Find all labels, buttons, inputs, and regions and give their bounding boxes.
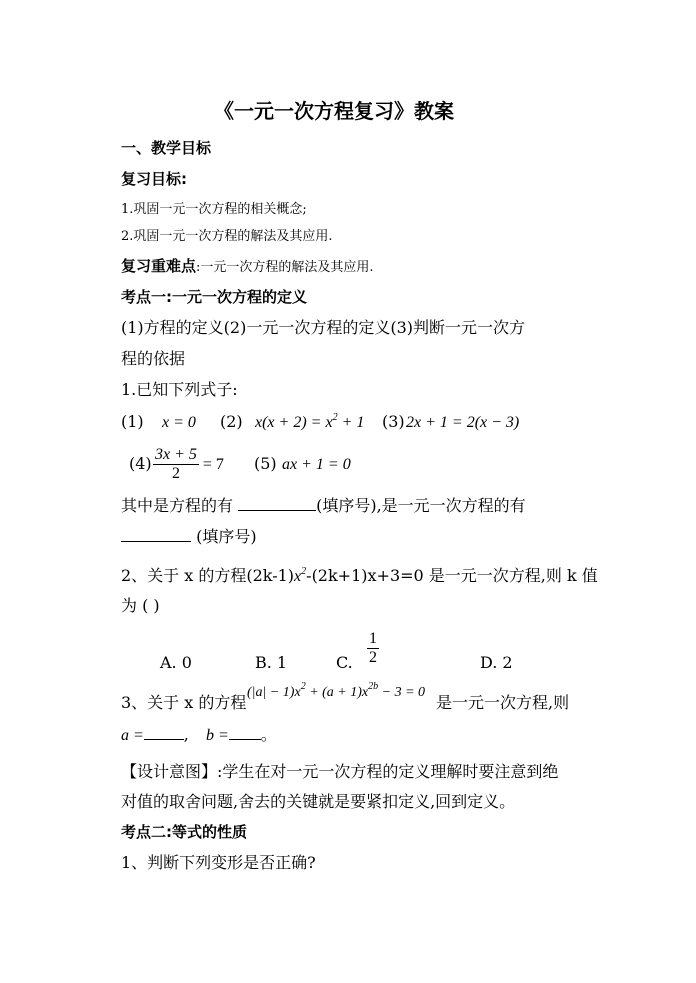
q1-expr1-label: (1) (121, 412, 144, 431)
q2-option-d[interactable]: D. 2 (480, 653, 513, 672)
q2-option-a[interactable]: A. 0 (160, 653, 192, 672)
q1-ask-fill-text-2: (填序号) (196, 527, 257, 546)
q3-b-blank[interactable] (229, 738, 261, 740)
keypoint-line (121, 258, 374, 274)
q3-eq-part-c: − 3 = 0 (378, 685, 426, 700)
q1-ask-line2 (121, 529, 257, 545)
goal-item-1: 1.巩固一元一次方程的相关概念; (121, 202, 307, 217)
q3-equation (247, 681, 426, 700)
q2-x: x (294, 568, 302, 585)
q2-exponent: 2 (301, 565, 307, 577)
question3-answers (121, 727, 277, 744)
design-intent-line2: 对值的取舍问题,舍去的关键就是要紧扣定义,回到定义。 (121, 792, 516, 811)
q1-expr1: x = 0 (162, 414, 196, 431)
q1-expr2-label: (2) (220, 412, 243, 431)
q1-expr5-label: (5) (254, 454, 277, 473)
q3-eq-exponent-1: 2 (300, 681, 306, 693)
point1-desc-line2: 程的依据 (121, 349, 186, 368)
q1-expr4 (153, 446, 224, 484)
q1-expr3-label: (3) (382, 412, 405, 431)
q1-ask-line1 (121, 498, 526, 514)
keypoint-label: 复习重难点 (121, 257, 197, 275)
q1-expr3: 2x + 1 = 2(x − 3) (406, 414, 520, 431)
q1-ask-fill-text: (填序号),是一元一次方程的有 (316, 496, 526, 515)
q1-expr2-exponent: 2 (332, 411, 338, 423)
q2-text-part1: 2、关于 x 的方程(2k-1) (121, 566, 295, 585)
q2-x-squared (294, 565, 307, 585)
question3-lead: 3、关于 x 的方程 (121, 693, 247, 712)
q1-expr2-lhs: x(x + 2) = x (255, 414, 333, 431)
question1-lead: 1.已知下列式子: (121, 380, 238, 399)
q1-expr4-rhs: = 7 (202, 455, 224, 473)
q3-end-mark: 。 (260, 725, 277, 744)
q2-option-c-denominator: 2 (369, 649, 377, 667)
goal-item-2: 2.巩固一元一次方程的解法及其应用. (121, 229, 333, 244)
point1-desc-line1: (1)方程的定义(2)一元一次方程的定义(3)判断一元一次方 (121, 318, 525, 337)
q1-answer-blank-equations[interactable] (238, 509, 316, 511)
q2-option-c-frac (367, 630, 379, 668)
section-heading-objectives: 一、教学目标 (121, 139, 212, 157)
q1-expr5: ax + 1 = 0 (282, 456, 351, 473)
point2-heading: 考点二:等式的性质 (121, 823, 247, 841)
q1-ask-text: 其中是方程的有 (121, 496, 234, 515)
q2-option-b[interactable]: B. 1 (255, 653, 288, 672)
question2-line2: 为 ( ) (121, 596, 160, 615)
q1-answer-blank-linear[interactable] (121, 540, 191, 542)
q2-option-c-numerator: 1 (367, 630, 379, 649)
q2-text-part2: -(2k+1)x+3=0 是一元一次方程,则 k 值 (306, 566, 598, 585)
q1-expr4-fraction (153, 446, 199, 484)
q1-expr4-label: (4) (129, 454, 152, 473)
design-intent-line1: 【设计意图】:学生在对一元一次方程的定义理解时要注意到绝 (121, 762, 559, 781)
q1-expr2 (255, 411, 365, 431)
page-title: 《一元一次方程复习》教案 (214, 99, 454, 123)
q3-eq-exponent-2: 2b (368, 681, 379, 693)
keypoint-text: :一元一次方程的解法及其应用. (196, 260, 374, 275)
q3-eq-part-b: + (a + 1)x (305, 685, 369, 700)
question3-tail: 是一元一次方程,则 (436, 693, 570, 712)
q1-expr2-rhs: + 1 (337, 414, 365, 431)
q3-eq-part-a: (|a| − 1)x (247, 685, 301, 700)
q3-separator: , (183, 725, 189, 744)
question2-line1 (121, 565, 598, 585)
q3-b-label: b = (205, 727, 229, 744)
q3-a-blank[interactable] (144, 738, 184, 740)
point1-heading: 考点一:一元一次方程的定义 (121, 288, 307, 306)
q1-expr4-numerator: 3x + 5 (153, 446, 199, 465)
q3-a-label: a = (121, 727, 144, 744)
point2-question1: 1、判断下列变形是否正确? (121, 853, 316, 872)
q2-option-c-fraction (367, 630, 379, 668)
q2-option-c[interactable]: C. (336, 653, 353, 672)
review-goal-label: 复习目标: (121, 170, 187, 188)
q1-expr4-denominator: 2 (171, 465, 180, 483)
